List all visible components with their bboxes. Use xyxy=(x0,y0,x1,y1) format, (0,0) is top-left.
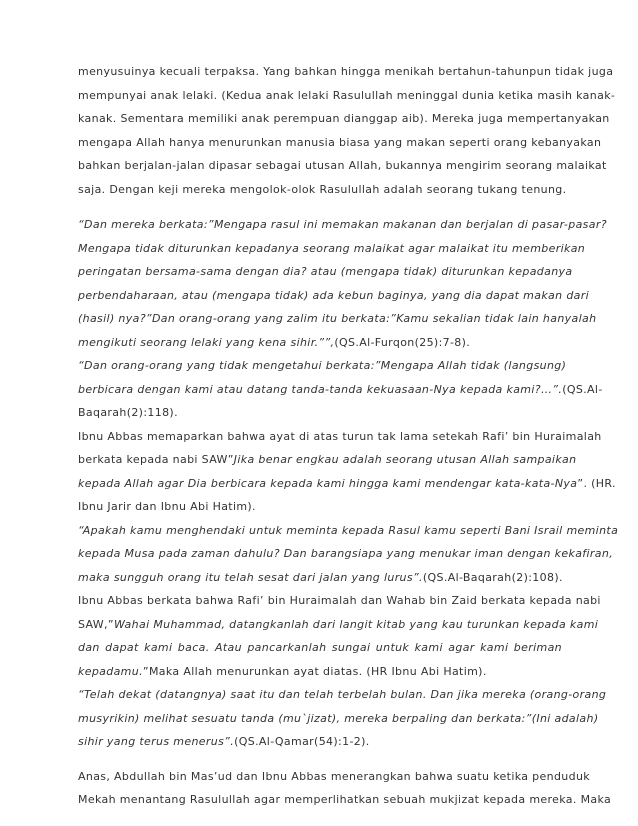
quote-text: musyrikin) melihat sesuatu tanda (mu`jizat), mereka berpaling dan berkata:”(Ini adalah) xyxy=(78,711,599,725)
paragraph-closing xyxy=(78,765,612,812)
quote-text: “Dan orang-orang yang tidak mengetahui berkata:”Mengapa Allah tidak (langsung) xyxy=(78,359,567,372)
text-line: Baqarah(2):118). xyxy=(78,406,178,419)
quote-line xyxy=(78,730,562,754)
quote-text: “Telah dekat (datangnya) saat itu dan telah terbelah bulan. Dan jika mereka (orang-orang xyxy=(78,688,607,701)
paragraph-intro xyxy=(78,60,616,201)
quote-text: berbicara dengan kami atau datang tanda-tanda kekuasaan-Nya kepada kami?…”. xyxy=(78,382,563,396)
quote-text: mengikuti seorang lelaki yang kena sihir.””, xyxy=(78,335,335,349)
citation: (QS.Al- xyxy=(562,382,603,396)
quote-line xyxy=(78,213,607,237)
quote-text: “Dan mereka berkata:”Mengapa rasul ini memakan makanan dan berjalan di pasar-pasar? xyxy=(78,218,607,231)
citation: (QS.Al-Furqon(25):7-8). xyxy=(334,335,471,349)
quote-text: kepada Musa pada zaman dahulu? Dan barangsiapa yang menukar iman dengan kekafiran, xyxy=(78,547,614,560)
paragraph-gap xyxy=(78,754,562,765)
text-segment: ”Maka Allah menurunkan ayat diatas. (HR Ibnu Abi Hatim). xyxy=(142,664,487,678)
quote-line xyxy=(78,284,590,308)
quote-text: dan dapat kami baca. Atau pancarkanlah sungai untuk kami agar kami beriman xyxy=(78,641,562,654)
quote-text: Jika benar engkau adalah seorang utusan Allah sampaikan xyxy=(233,453,577,466)
text-segment: berkata kepada nabi SAW” xyxy=(78,453,234,466)
quote-line xyxy=(78,260,573,284)
quote-text: perbendaharaan, atau (mengapa tidak) ada kebun baginya, yang dia dapat makan dari xyxy=(78,288,590,302)
quote-line xyxy=(78,683,607,707)
text-segment: SAW,” xyxy=(78,617,114,631)
text-line: mengapa Allah hanya menurunkan manusia biasa yang makan seperti orang kebanyakan xyxy=(78,135,602,149)
text-line: Ibnu Abbas memaparkan bahwa ayat di atas turun tak lama setekah Rafi’ bin Huraimalah xyxy=(78,429,602,443)
quote-text: kepadamu. xyxy=(78,664,143,678)
quote-text: “Apakah kamu menghendaki untuk meminta kepada Rasul kamu seperti Bani Israil meminta xyxy=(78,523,619,537)
text-line: mempunyai anak lelaki. (Kedua anak lelaki Rasulullah meninggal dunia ketika masih kanak- xyxy=(78,88,616,102)
quote-line xyxy=(78,354,567,378)
text-line: Anas, Abdullah bin Mas’ud dan Ibnu Abbas menerangkan bahwa suatu ketika penduduk xyxy=(78,769,590,783)
text-line xyxy=(78,613,599,637)
text-line xyxy=(78,448,577,472)
quote-line xyxy=(78,707,599,731)
quote-line xyxy=(78,378,603,402)
citation: (QS.Al-Qamar(54):1-2). xyxy=(234,735,370,748)
text-line: Ibnu Jarir dan Ibnu Abi Hatim). xyxy=(78,500,256,513)
text-segment: ”. (HR. xyxy=(577,476,616,490)
paragraph-gap xyxy=(78,201,562,213)
citation: (QS.Al-Baqarah(2):108). xyxy=(422,570,563,584)
quote-text: (hasil) nya?”Dan orang-orang yang zalim itu berkata:”Kamu sekalian tidak lain hanyalah xyxy=(78,312,597,325)
quote-line xyxy=(78,307,597,331)
quote-line xyxy=(78,331,562,355)
text-line: saja. Dengan keji mereka mengolok-olok Rasulullah adalah seorang tukang tenung. xyxy=(78,182,567,196)
text-line: Ibnu Abbas berkata bahwa Rafi’ bin Huraimalah dan Wahab bin Zaid berkata kepada nabi xyxy=(78,594,601,607)
quote-text: Mengapa tidak diturunkan kepadanya seorang malaikat agar malaikat itu memberikan xyxy=(78,241,586,255)
quote-line xyxy=(78,566,562,590)
text-line xyxy=(78,660,562,684)
quote-line xyxy=(78,636,562,660)
quote-line xyxy=(78,237,586,261)
quote-text: peringatan bersama-sama dengan dia? atau (mengapa tidak) diturunkan kepadanya xyxy=(78,265,573,278)
quote-text: kepada Allah agar Dia berbicara kepada kami hingga kami mendengar kata-kata-Nya xyxy=(78,476,578,490)
text-line: kanak. Sementara memiliki anak perempuan dianggap aib). Mereka juga mempertanyakan xyxy=(78,112,610,125)
text-line xyxy=(78,472,616,496)
text-line: Mekah menantang Rasulullah agar memperlihatkan sebuah mukjizat kepada mereka. Maka xyxy=(78,793,612,806)
quote-text: sihir yang terus menerus”. xyxy=(78,735,235,748)
quote-text: maka sungguh orang itu telah sesat dari jalan yang lurus”. xyxy=(78,570,423,584)
text-line: menyusuinya kecuali terpaksa. Yang bahkan hingga menikah bertahun-tahunpun tidak juga xyxy=(78,65,614,78)
text-line: bahkan berjalan-jalan dipasar sebagai utusan Allah, bukannya mengirim seorang malaikat xyxy=(78,159,607,172)
quote-text: Wahai Muhammad, datangkanlah dari langit kitab yang kau turunkan kepada kami xyxy=(113,617,599,631)
quote-line xyxy=(78,542,614,566)
quote-line xyxy=(78,519,619,543)
paragraph-quotes xyxy=(78,213,619,754)
